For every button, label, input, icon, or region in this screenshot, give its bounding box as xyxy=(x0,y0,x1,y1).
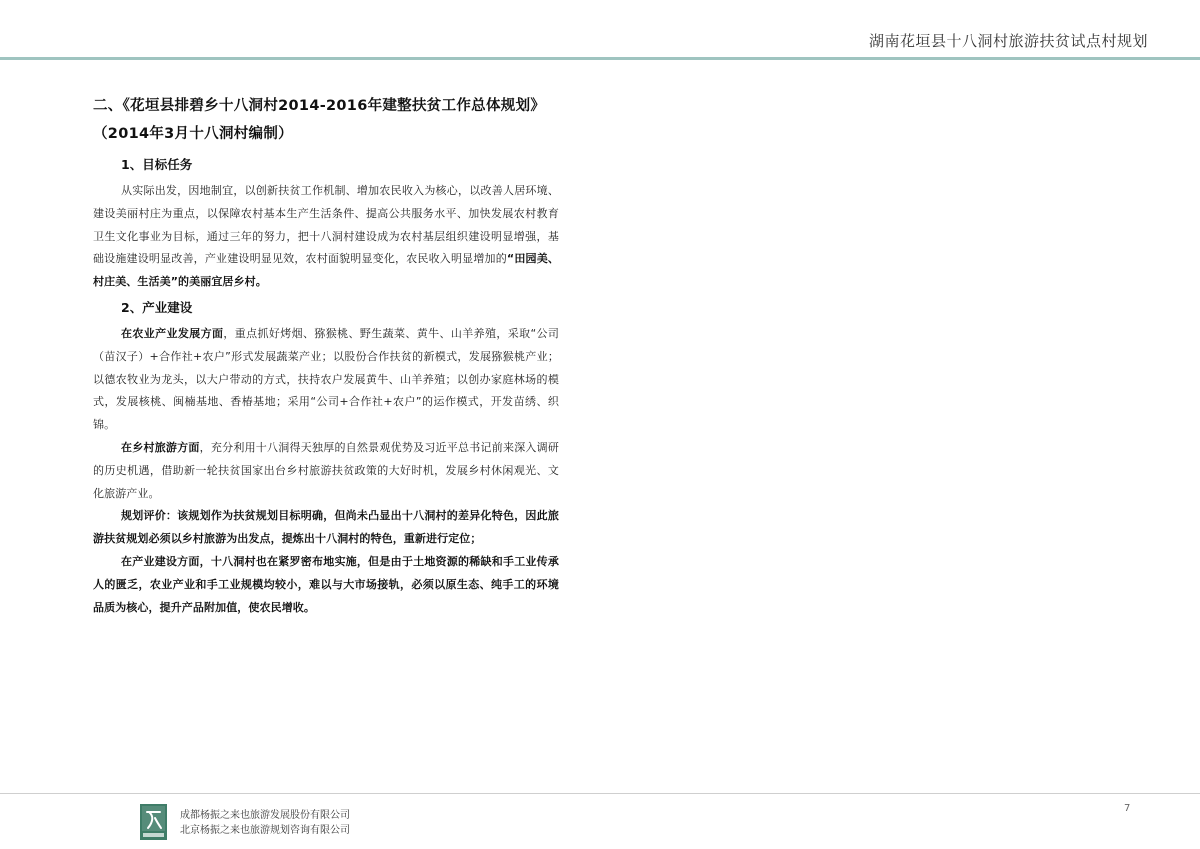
industry-heading: 2、产业建设 xyxy=(121,299,193,315)
header-divider xyxy=(0,57,1200,60)
goal-heading: 1、目标任务 xyxy=(121,157,193,172)
review-paragraph xyxy=(93,505,559,551)
agriculture-text: ，重点抓好烤烟、猕猴桃、野生蔬菜、黄牛、山羊养殖，采取“公司（苗汉子）+合作社+农户”形式发展蔬菜产业；以股份合作扶贫的新模式，发展猕猴桃产业；以德农牧业为龙头，以大户带动的方式，扶持农户发展黄牛、山羊养殖；以创办家庭林场的模式，发展核桃、闽楠基地、香椿基地；采用“公司+合作社+农户”的运作模式，开发苗绣、织锦。 xyxy=(93,326,560,432)
industry-review-paragraph xyxy=(93,551,559,619)
tourism-text: ，充分利用十八洞得天独厚的自然景观优势及习近平总书记前来深入调研的历史机遇，借助新一轮扶贫国家出台乡村旅游扶贫政策的大好时机，发展乡村休闲观光、文化旅游产业。 xyxy=(93,440,559,500)
goal-text: 从实际出发，因地制宜，以创新扶贫工作机制、增加农民收入为核心，以改善人居环境、建设美丽村庄为重点，以保障农村基本生产生活条件、提高公共服务水平、加快发展农村教育卫生文化事业为目标，通过三年的努力，把十八洞村建设成为农村基层组织建设明显增强，基础设施建设明显改善，产业建设明显见效，农村面貌明显变化，农民收入明显增加的 xyxy=(93,184,559,266)
review-text: 规划评价：该规划作为扶贫规划目标明确，但尚未凸显出十八洞村的差异化特色，因此旅游扶贫规划必须以乡村旅游为出发点，提炼出十八洞村的特色，重新进行定位； xyxy=(93,509,559,546)
header-title: 湖南花垣县十八洞村旅游扶贫试点村规划 xyxy=(868,32,1148,50)
industry-review-text: 在产业建设方面，十八洞村也在紧罗密布地实施，但是由于土地资源的稀缺和手工业传承人的匮乏，农业产业和手工业规模均较小，难以与大市场接轨，必须以原生态、纯手工的环境品质为核心，提升产品附加值，使农民增收。 xyxy=(93,554,559,614)
main-content xyxy=(93,92,559,619)
tourism-lead: 在乡村旅游方面 xyxy=(121,440,200,454)
goal-text-emphasis: “田园美、村庄美、生活美”的美丽宜居乡村。 xyxy=(93,252,559,289)
section-title: 二、《花垣县排碧乡十八洞村2014-2016年建整扶贫工作总体规划》（2014年3月十八洞村编制） xyxy=(93,98,546,142)
company-name-chengdu: 成都杨振之来也旅游发展股份有限公司 xyxy=(180,810,350,821)
company-logo-icon xyxy=(140,804,167,840)
agriculture-lead: 在农业产业发展方面 xyxy=(121,326,224,340)
tourism-paragraph xyxy=(93,437,559,505)
footer-companies xyxy=(180,808,350,838)
page-number: 7 xyxy=(1124,803,1131,814)
goal-paragraph xyxy=(93,180,559,294)
company-name-beijing: 北京杨振之来也旅游规划咨询有限公司 xyxy=(180,825,350,836)
agriculture-paragraph xyxy=(93,323,559,437)
footer-divider xyxy=(0,793,1200,794)
